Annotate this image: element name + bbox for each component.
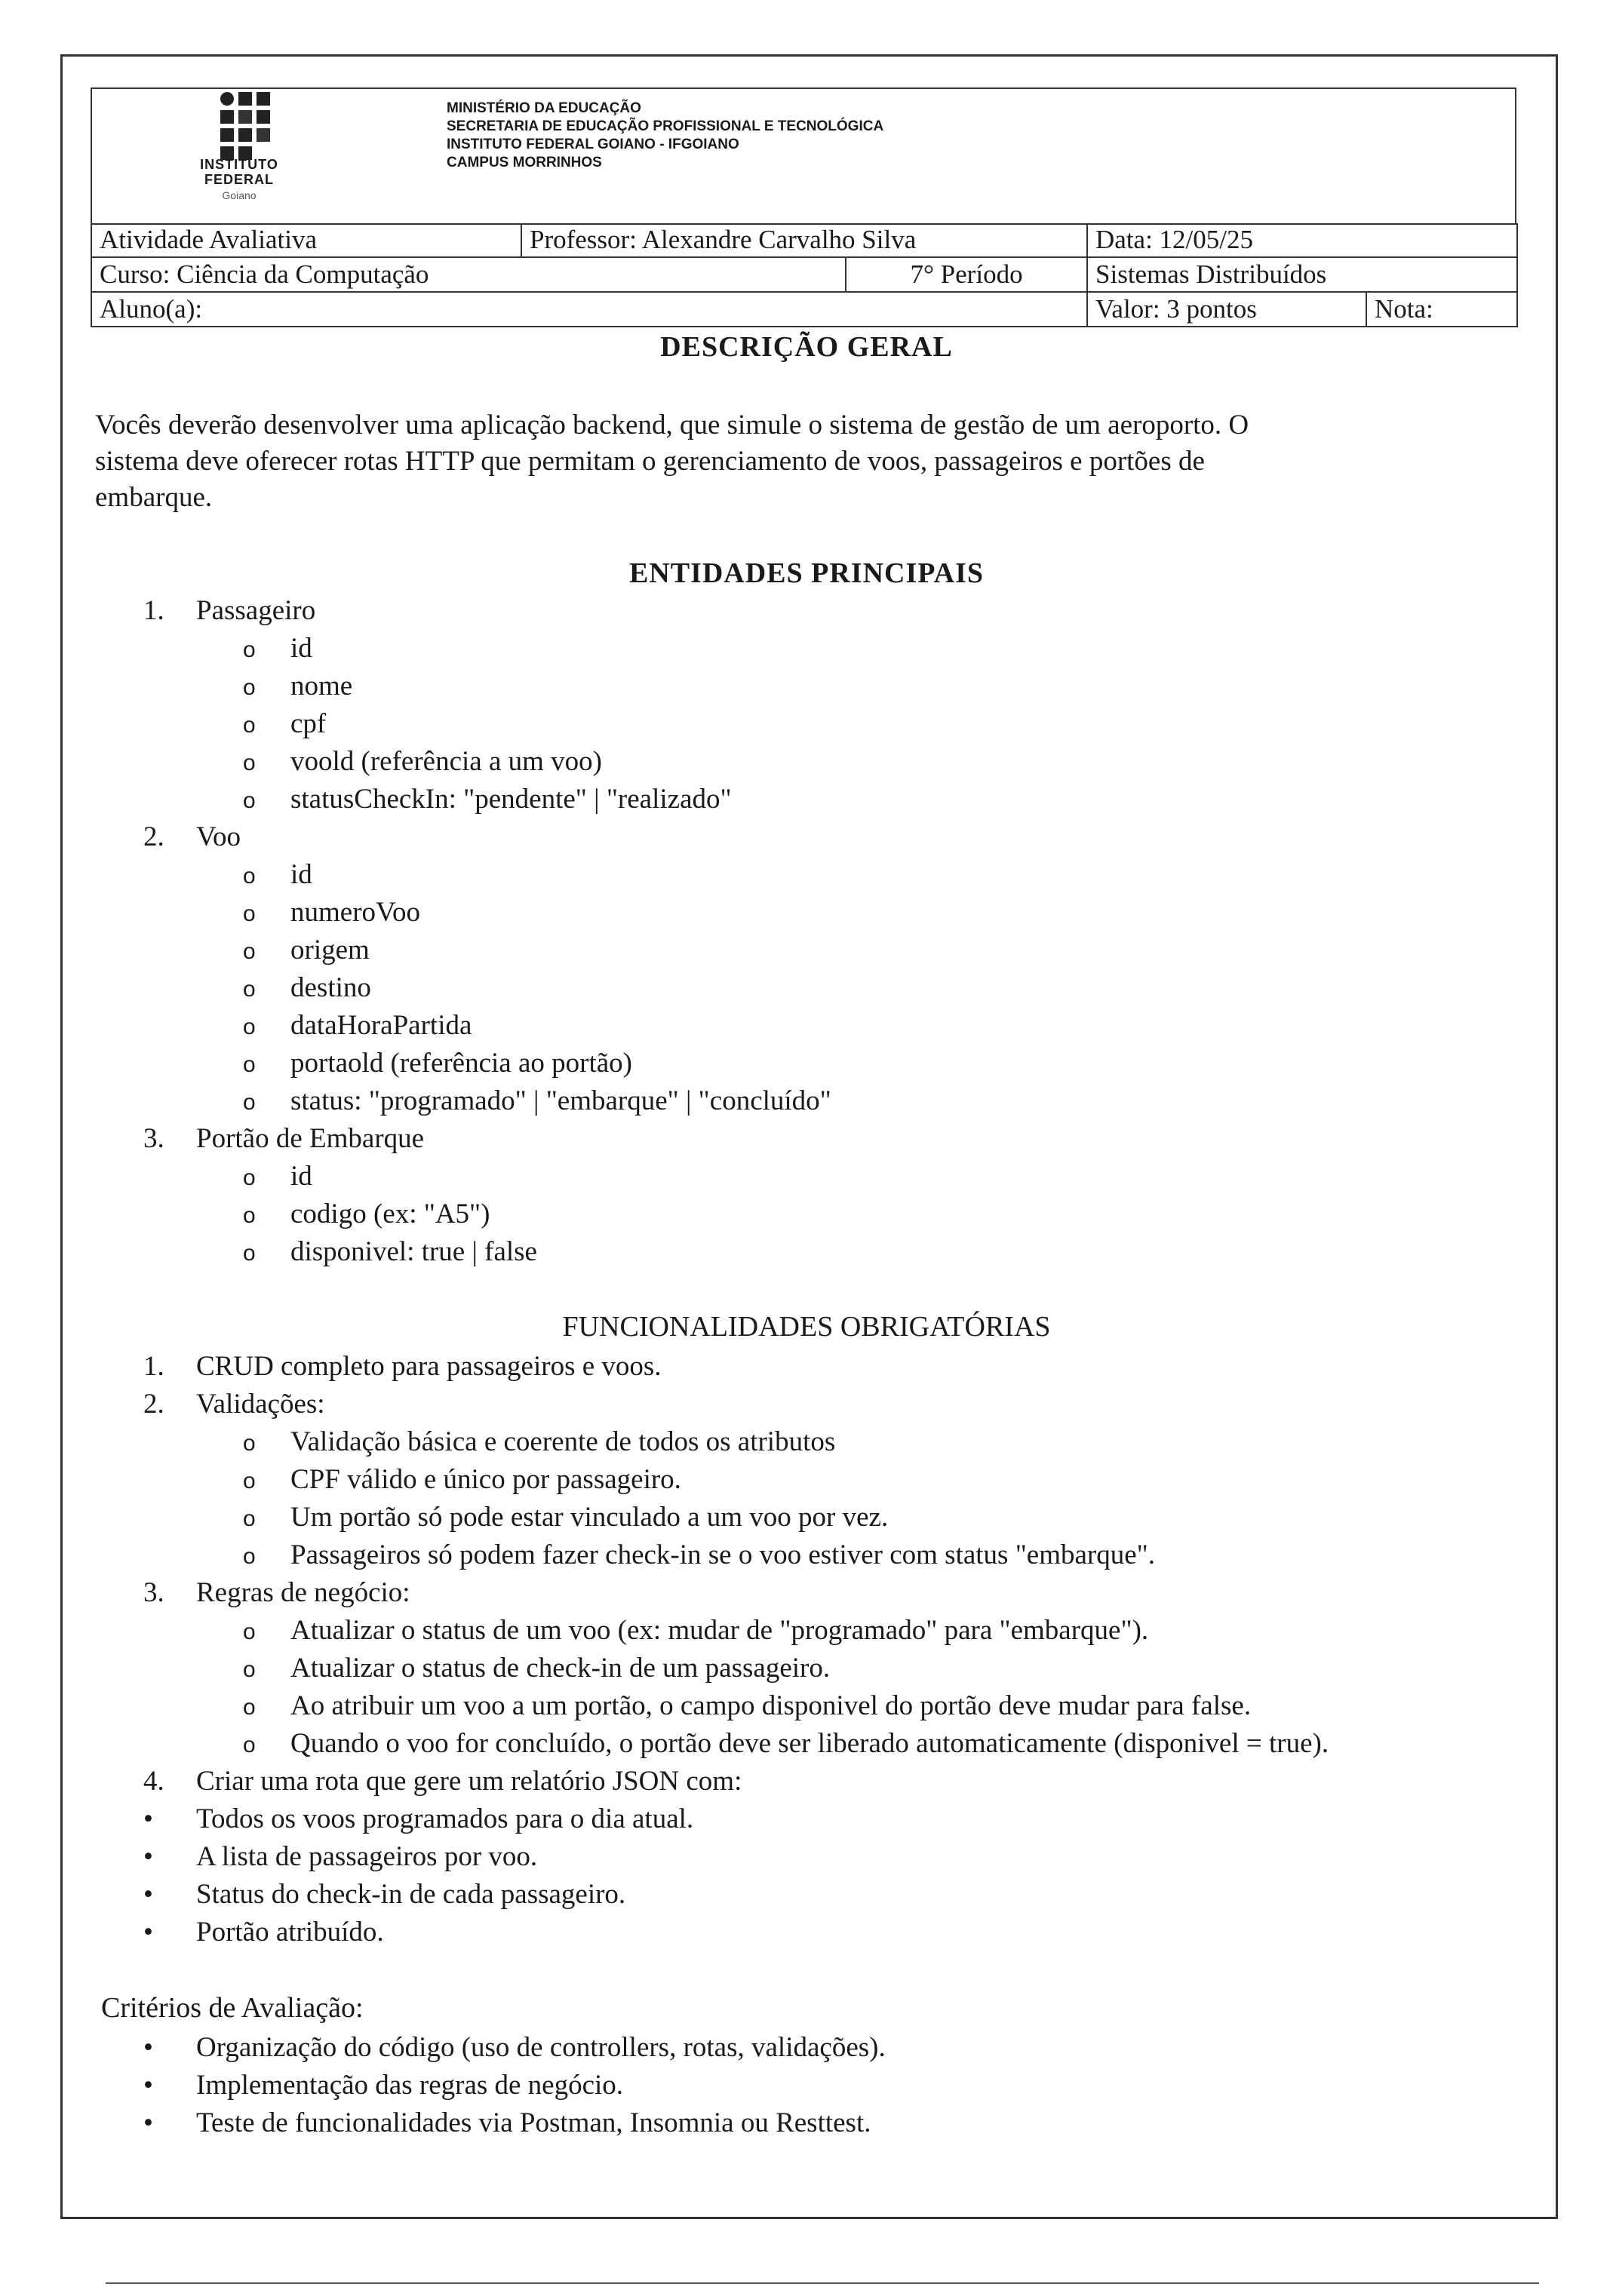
sub-item: o destino <box>243 972 371 1003</box>
sub-item: o numeroVoo <box>243 897 420 928</box>
descricao-paragraph <box>95 407 1483 516</box>
sub-item: o origem <box>243 935 370 965</box>
atividade-cell: Atividade Avaliativa <box>91 223 521 257</box>
sub-item: o dataHoraPartida <box>243 1010 472 1041</box>
paragraph-line: Vocês deverão desenvolver uma aplicação backend, que simule o sistema de gestão de um aeroporto. O <box>95 410 1249 440</box>
bullet-item: • Portão atribuído. <box>143 1917 384 1948</box>
sub-item: o Passageiros só podem fazer check-in se o voo estiver com status "embarque". <box>243 1539 1156 1570</box>
entidades-title: ENTIDADES PRINCIPAIS <box>628 557 985 589</box>
aluno-cell: Aluno(a): <box>91 292 1087 327</box>
inst-line: SECRETARIA DE EDUCAÇÃO PROFISSIONAL E TECNOLÓGICA <box>447 118 884 134</box>
sub-item: o Atualizar o status de um voo (ex: mudar de "programado" para "embarque"). <box>243 1615 1149 1646</box>
list-item: 1. Passageiro <box>143 595 316 626</box>
bullet-item: • Implementação das regras de negócio. <box>143 2070 624 2101</box>
nota-cell: Nota: <box>1366 292 1517 327</box>
paragraph-line: sistema deve oferecer rotas HTTP que permitam o gerenciamento de voos, passageiros e portões de <box>95 446 1205 477</box>
list-item: 3. Regras de negócio: <box>143 1577 410 1608</box>
sub-item: o Validação básica e coerente de todos os atributos <box>243 1426 836 1457</box>
logo-sub: Goiano <box>222 189 257 201</box>
inst-line: CAMPUS MORRINHOS <box>447 155 602 170</box>
institution-logo <box>175 87 303 219</box>
info-table <box>91 223 1518 327</box>
sub-item: o Ao atribuir um voo a um portão, o campo disponivel do portão deve mudar para false. <box>243 1690 1252 1721</box>
periodo-cell: 7° Período <box>846 257 1087 292</box>
list-item: 2. Voo <box>143 821 241 852</box>
sub-item: o Atualizar o status de check-in de um passageiro. <box>243 1653 831 1684</box>
data-cell: Data: 12/05/25 <box>1087 223 1517 257</box>
list-item: 4. Criar uma rota que gere um relatório JSON com: <box>143 1766 742 1797</box>
sub-item: o status: "programado" | "embarque" | "concluído" <box>243 1085 831 1116</box>
institution-lines <box>447 100 883 172</box>
list-item: 3. Portão de Embarque <box>143 1123 425 1154</box>
bullet-item: • Status do check-in de cada passageiro. <box>143 1879 626 1910</box>
bullet-item: • Todos os voos programados para o dia atual. <box>143 1803 694 1834</box>
professor-cell: Professor: Alexandre Carvalho Silva <box>521 223 1087 257</box>
sub-item: o cpf <box>243 708 327 739</box>
logo-mark-icon <box>220 92 270 164</box>
disciplina-cell: Sistemas Distribuídos <box>1087 257 1517 292</box>
paragraph-line: embarque. <box>95 482 213 513</box>
sub-item: o disponivel: true | false <box>243 1236 537 1267</box>
sub-item: o nome <box>243 671 353 701</box>
logo-line2: FEDERAL <box>204 172 274 187</box>
criterios-title: Critérios de Avaliação: <box>101 1992 364 2024</box>
inst-line: MINISTÉRIO DA EDUCAÇÃO <box>447 100 641 116</box>
bullet-item: • Organização do código (uso de controllers, rotas, validações). <box>143 2032 886 2063</box>
bullet-item: • Teste de funcionalidades via Postman, Insomnia ou Resttest. <box>143 2107 871 2138</box>
curso-cell: Curso: Ciência da Computação <box>91 257 846 292</box>
sub-item: o Quando o voo for concluído, o portão deve ser liberado automaticamente (disponivel = true). <box>243 1728 1329 1759</box>
valor-cell: Valor: 3 pontos <box>1087 292 1366 327</box>
funcionalidades-title: FUNCIONALIDADES OBRIGATÓRIAS <box>562 1311 1051 1343</box>
sub-item: o id <box>243 1161 312 1192</box>
logo-line1: INSTITUTO <box>200 157 278 172</box>
sub-item: o id <box>243 859 312 890</box>
bullet-item: • A lista de passageiros por voo. <box>143 1841 538 1872</box>
sub-item: o statusCheckIn: "pendente" | "realizado" <box>243 784 732 815</box>
logo-name <box>175 157 303 187</box>
descricao-title: DESCRIÇÃO GERAL <box>660 331 953 363</box>
sub-item: o Um portão só pode estar vinculado a um voo por vez. <box>243 1502 889 1533</box>
sub-item: o portaold (referência ao portão) <box>243 1048 632 1079</box>
inst-line: INSTITUTO FEDERAL GOIANO - IFGOIANO <box>447 137 739 152</box>
bottom-rule <box>106 2282 1539 2284</box>
sub-item: o CPF válido e único por passageiro. <box>243 1464 681 1495</box>
list-item: 2. Validações: <box>143 1389 325 1420</box>
sub-item: o voold (referência a um voo) <box>243 746 602 777</box>
sub-item: o codigo (ex: "A5") <box>243 1199 490 1229</box>
list-item: 1. CRUD completo para passageiros e voos. <box>143 1351 662 1382</box>
sub-item: o id <box>243 633 312 664</box>
